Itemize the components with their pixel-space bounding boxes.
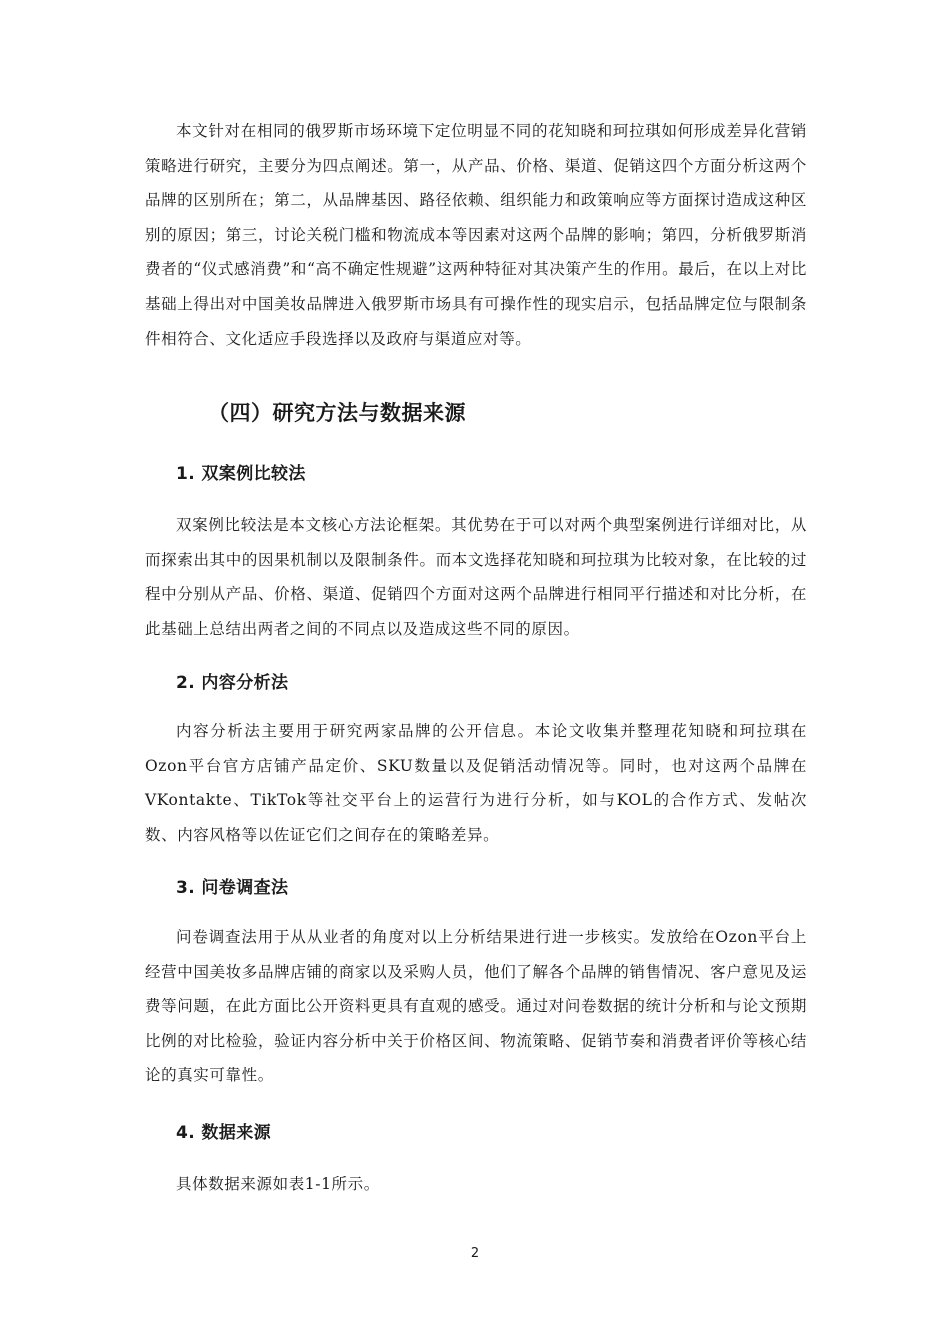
paragraph-questionnaire: 问卷调查法用于从从业者的角度对以上分析结果进行进一步核实。发放给在Ozon平台上经营中国美妆多品牌店铺的商家以及采购人员，他们了解各个品牌的销售情况、客户意见及运费等问题，在此方面比公开资料更具有直观的感受。通过对问卷数据的统计分析和与论文预期比例的对比检验，验证内容分析中关于价格区间、物流策略、促销节奏和消费者评价等核心结论的真实可靠性。 [145,928,807,1085]
subsection-heading-case-comparison: 1. 双案例比较法 [176,464,306,484]
subsection-heading-data-sources: 4. 数据来源 [176,1123,272,1143]
intro-paragraph: 本文针对在相同的俄罗斯市场环境下定位明显不同的花知晓和珂拉琪如何形成差异化营销策略进行研究，主要分为四点阐述。第一，从产品、价格、渠道、促销这四个方面分析这两个品牌的区别所在；第二，从品牌基因、路径依赖、组织能力和政策响应等方面探讨造成这种区别的原因；第三，讨论关税门槛和物流成本等因素对这两个品牌的影响；第四，分析俄罗斯消费者的“仪式感消费”和“高不确定性规避”这两种特征对其决策产生的作用。最后，在以上对比基础上得出对中国美妆品牌进入俄罗斯市场具有可操作性的现实启示，包括品牌定位与限制条件相符合、文化适应手段选择以及政府与渠道应对等。 [145,122,807,348]
section-heading-research-methods: （四）研究方法与数据来源 [208,401,466,425]
subsection-heading-questionnaire: 3. 问卷调查法 [176,878,289,898]
paragraph-content-analysis: 内容分析法主要用于研究两家品牌的公开信息。本论文收集并整理花知晓和珂拉琪在Ozon平台官方店铺产品定价、SKU数量以及促销活动情况等。同时，也对这两个品牌在VKontakte、TikTok等社交平台上的运营行为进行分析，如与KOL的合作方式、发帖次数、内容风格等以佐证它们之间存在的策略差异。 [145,722,807,844]
paragraph-data-sources: 具体数据来源如表1-1所示。 [176,1175,380,1193]
page-number: 2 [470,1246,480,1261]
subsection-heading-content-analysis: 2. 内容分析法 [176,673,289,693]
paragraph-case-comparison: 双案例比较法是本文核心方法论框架。其优势在于可以对两个典型案例进行详细对比，从而探索出其中的因果机制以及限制条件。而本文选择花知晓和珂拉琪为比较对象，在比较的过程中分别从产品、价格、渠道、促销四个方面对这两个品牌进行相同平行描述和对比分析，在此基础上总结出两者之间的不同点以及造成这些不同的原因。 [145,516,807,638]
